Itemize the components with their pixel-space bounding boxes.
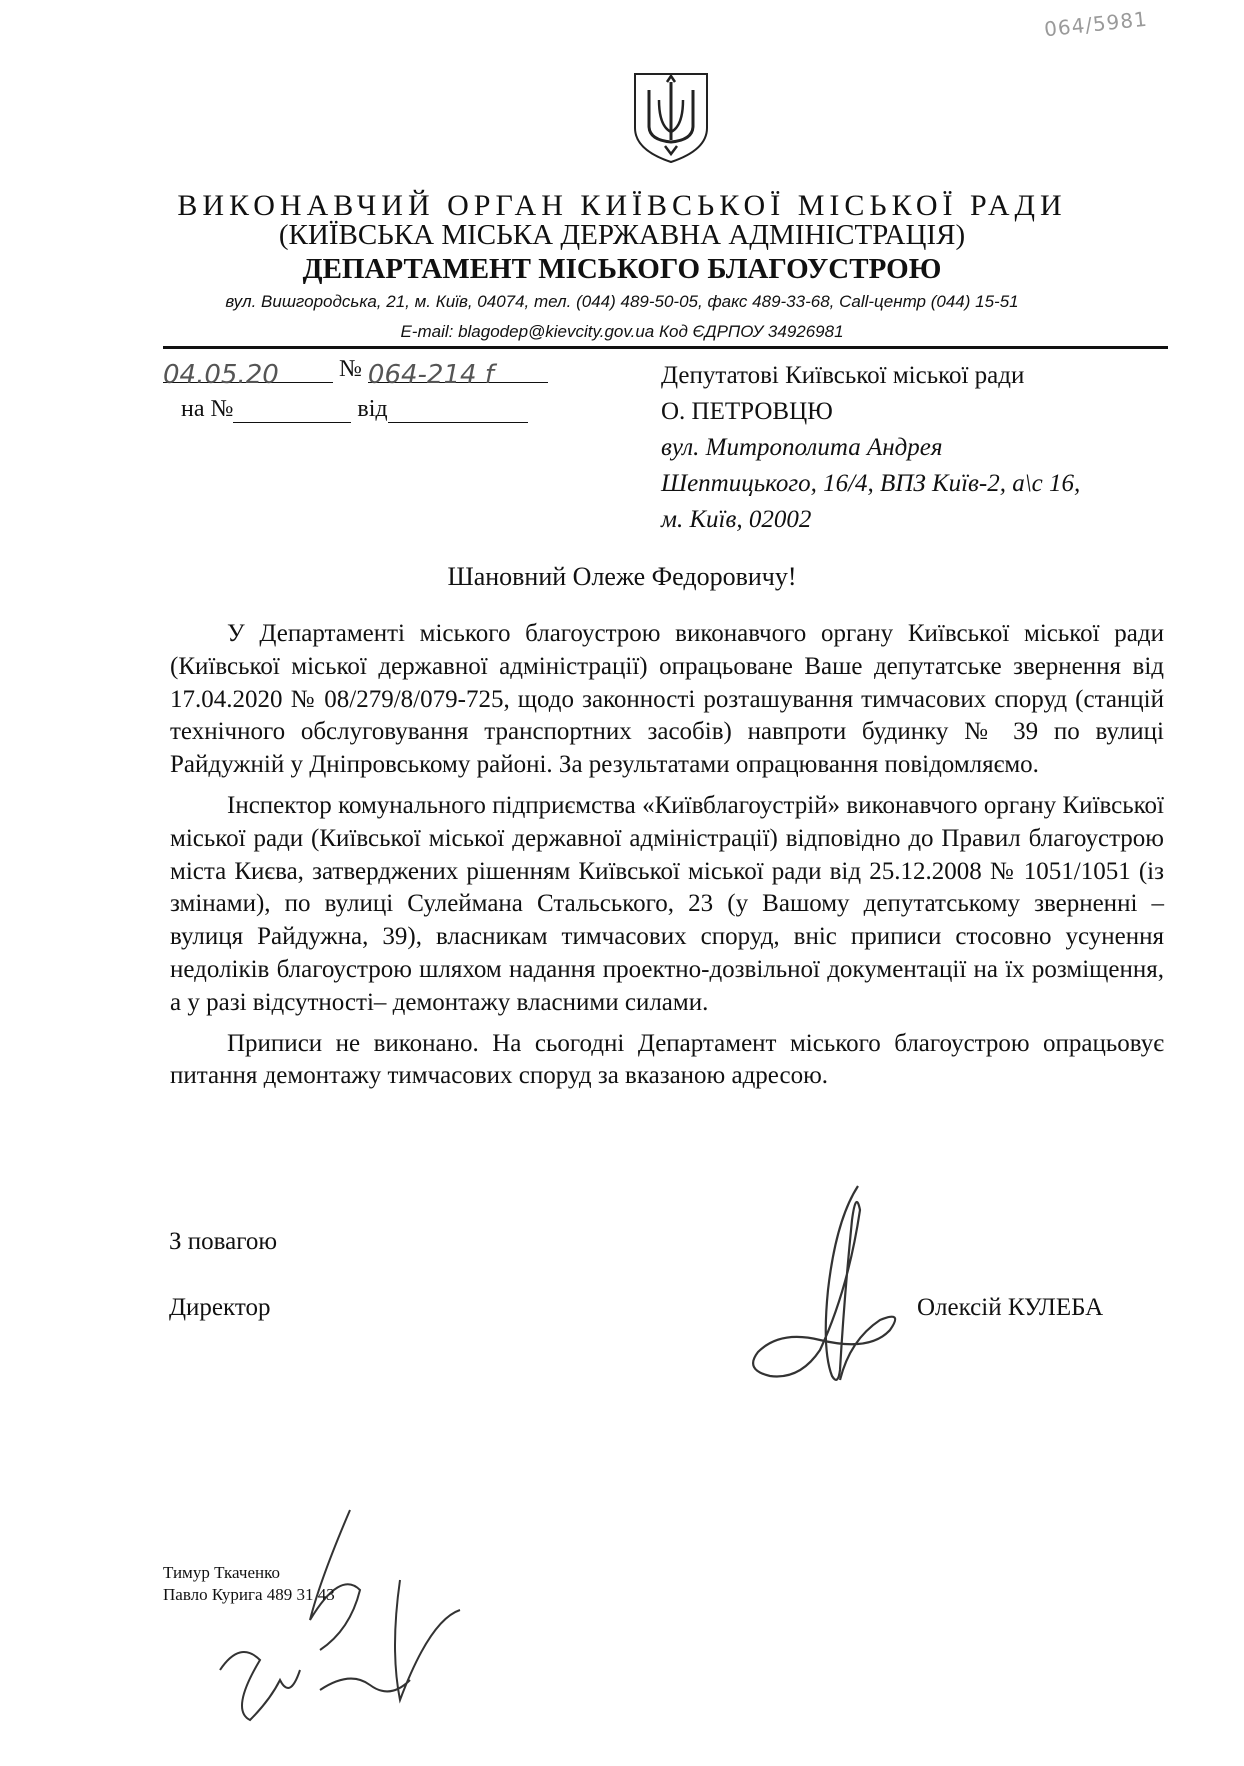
addressee-name: О. ПЕТРОВЦЮ: [661, 398, 833, 425]
header-divider: [163, 346, 1168, 349]
addressee-block: [661, 358, 1181, 538]
executor-signatures: [200, 1500, 530, 1740]
org-subtitle-line: (КИЇВСЬКА МІСЬКА ДЕРЖАВНА АДМІНІСТРАЦІЯ): [278, 219, 966, 251]
body-paragraph: Інспектор комунального підприємства «Київблагоустрій» виконавчого органу Київської міської ради (Київської міської державної адміністрації) відповідно до Правил благоустрою міста Києва, затверджених рішенням Київської міської ради від 25.12.2008 № 1051/1051 (із змінами), по вулиці Сулеймана Стальського, 23 (у Вашому депутатському зверненні – вулиця Райдужна, 39), власникам тимчасових споруд, вніс приписи стосовно усунення недоліків благоустрою шляхом надання проектно-дозвільної документації на їх розміщення, а у разі відсутності– демонтажу власними силами.: [170, 791, 1164, 1016]
department-name: ДЕПАРТАМЕНТ МІСЬКОГО БЛАГОУСТРОЮ: [302, 253, 942, 285]
addressee-title: Депутатові Київської міської ради: [661, 362, 1025, 389]
outgoing-number: 064-214 f: [368, 360, 548, 383]
number-label: №: [339, 356, 362, 382]
signer-name: Олексій КУЛЕБА: [917, 1294, 1104, 1321]
addressee-address-1: вул. Митрополита Андрея: [661, 434, 943, 461]
org-email-code: E-mail: blagodep@kievcity.gov.ua Код ЄДРПОУ 34926981: [400, 322, 844, 341]
addressee-address-3: м. Київ, 02002: [661, 506, 812, 533]
outgoing-registration: [163, 356, 548, 390]
director-signature: [740, 1180, 920, 1400]
org-name-line: ВИКОНАВЧИЙ ОРГАН КИЇВСЬКОЇ МІСЬКОЇ РАДИ: [177, 189, 1067, 222]
body-paragraph: У Департаменті міського благоустрою виконавчого органу Київської міської ради (Київської міської державної адміністрації) опрацьоване Ваше депутатське звернення від 17.04.2020 № 08/279/8/079-725, щодо законності розташування тимчасових споруд (станцій технічного обслуговування транспортних засобів) навпроти будинку № 39 по вулиці Райдужній у Дніпровському районі. За результатами опрацювання повідомляємо.: [170, 620, 1164, 779]
org-address: вул. Вишгородська, 21, м. Київ, 04074, тел. (044) 489-50-05, факс 489-33-68, Call-центр (044) 15-51: [225, 292, 1019, 311]
ref-number-label: на №: [181, 396, 234, 422]
addressee-address-2: Шептицького, 16/4, ВПЗ Київ-2, а\с 16,: [661, 470, 1081, 497]
coat-of-arms-emblem: [631, 70, 711, 166]
ref-from-label: від: [357, 396, 388, 422]
regards-text: З повагою: [169, 1228, 278, 1255]
body-paragraph: Приписи не виконано. На сьогодні Департамент міського благоустрою опрацьовує питання демонтажу тимчасових споруд за вказаною адресою.: [170, 1029, 1164, 1090]
outgoing-date: 04.05.20: [163, 360, 333, 383]
ref-date-blank: [388, 400, 528, 423]
incoming-reference: [181, 396, 528, 423]
signer-position: Директор: [169, 1294, 271, 1321]
ref-number-blank: [233, 400, 351, 423]
salutation: Шановний Олеже Федоровичу!: [447, 562, 797, 591]
executor-2: Павло Курига 489 31 43: [163, 1585, 335, 1604]
incoming-number-stamp: 064/5981: [1043, 6, 1149, 42]
executor-1: Тимур Ткаченко: [163, 1563, 280, 1582]
letter-body: [170, 618, 1164, 1101]
